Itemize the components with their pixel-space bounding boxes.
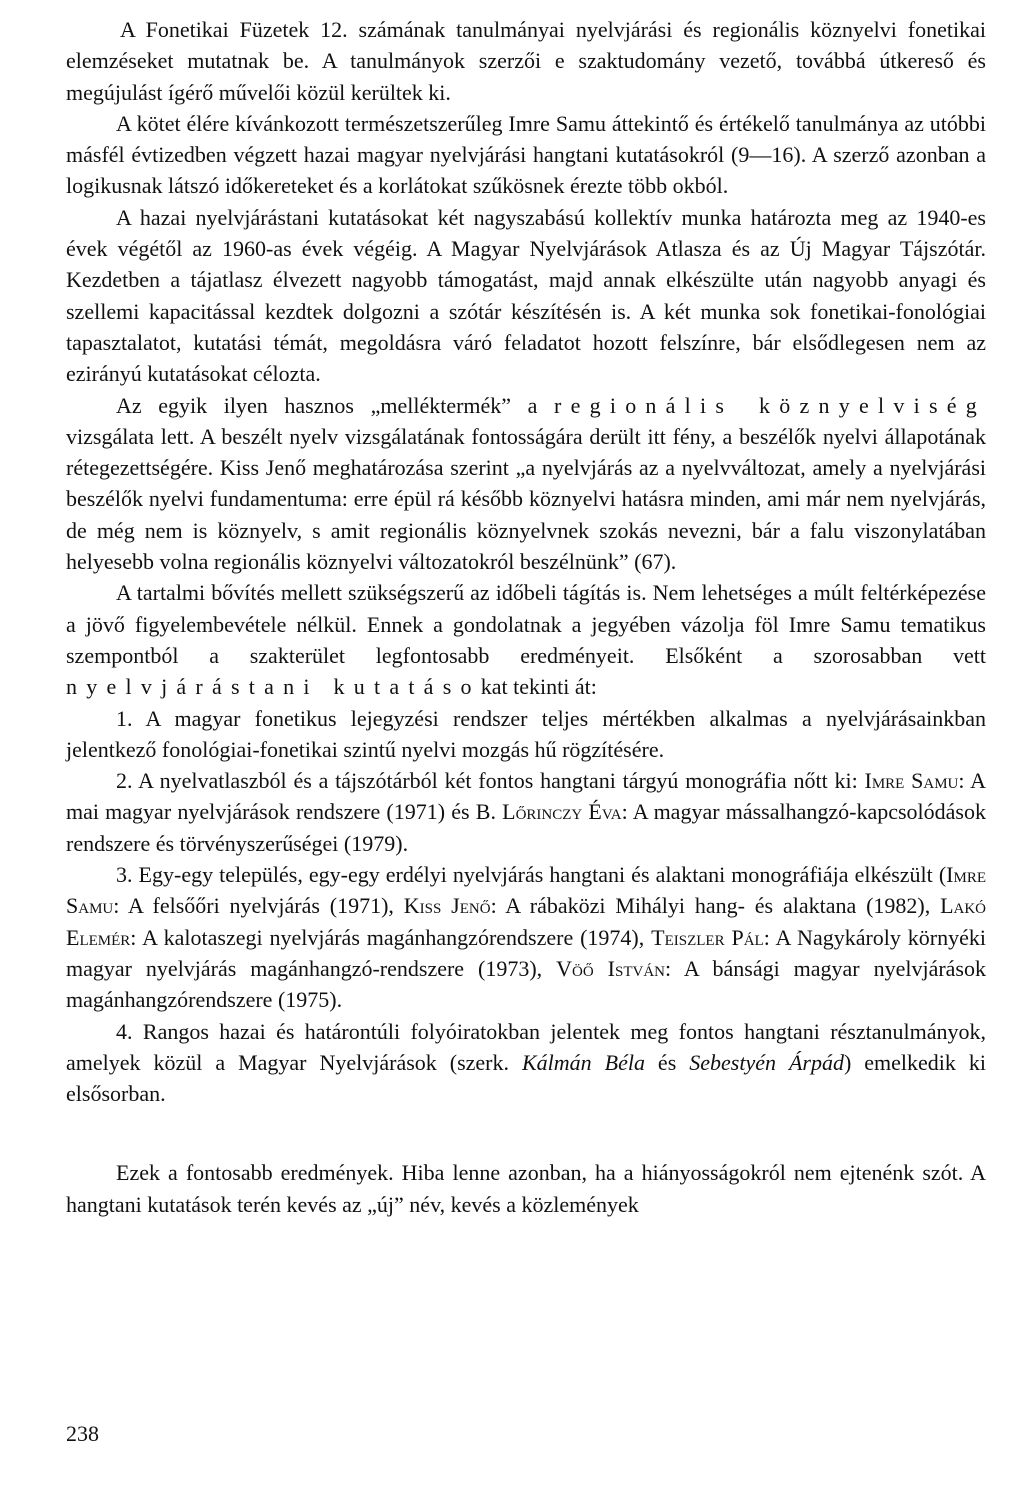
page-number: 238 xyxy=(66,1421,99,1446)
text-run: : A bánsági magyar nyelvjárások magánhangzórendszere (1975). xyxy=(66,955,986,1013)
section-gap xyxy=(66,1109,986,1157)
text-run: kat tekinti át: xyxy=(480,674,597,700)
list-item-1: 1. A magyar fonetikus lejegyzési rendszer teljes mértékben alkalmas a nyelvjárásainkban jelentkező fonológiai-fonetikai szintű nyelvi mozgás hű rögzítésére. xyxy=(66,705,986,762)
paragraph-regional-standard xyxy=(66,390,986,578)
spaced-term: regionális köznyelviség xyxy=(554,392,986,418)
author-name: Teiszler Pál xyxy=(651,924,764,950)
author-name: Vöő István xyxy=(556,955,665,981)
list-item-3 xyxy=(66,859,986,1015)
text-run: 2. A nyelvatlaszból és a tájszótárból két fontos hangtani tárgyú monográfia nőtt ki: xyxy=(116,768,865,794)
text-run: és xyxy=(644,1049,690,1075)
author-name: Imre Samu xyxy=(864,768,959,794)
text-run: A tartalmi bővítés mellett szükségszerű az időbeli tágítás is. Nem lehetséges a múlt feltérképezése a jövő figyelembevétele nélkül. Ennek a gondolatnak a jegyében vázolja föl Imre Samu tematikus szempontból a szakterület legfontosabb eredményeit. Elsőként a szorosabban vett xyxy=(66,580,986,668)
text-run: : A rábaközi Mihályi hang- és alaktana (1982), xyxy=(490,893,941,919)
list-item-2 xyxy=(66,765,986,859)
list-item-4 xyxy=(66,1016,986,1110)
text-run: : A mai magyar nyelvjárások rendszere (1971) és B. xyxy=(66,768,986,825)
editor-name: Sebestyén Árpád xyxy=(689,1049,844,1075)
text-run: vizsgálata lett. A beszélt nyelv vizsgálatának fontosságára derült itt fény, a beszélők nyelvi állapotának rétegezettségére. Kiss Jenő meghatározása szerint „a nyelvjárás az a nyelvváltozat, amely a nyelvjárási beszélők nyelvi fundamentuma: erre épül rá később köznyelvi hatásra minden, ami már nem nyelvjárás, de még nem is köznyelv, s amit regionális köznyelvnek szokás nevezni, bár a falu viszonylatában helyesebb volna regionális köznyelvi változatokról beszélnünk” (67). xyxy=(66,423,986,575)
author-name: Kiss Jenő xyxy=(403,893,491,919)
paragraph-imre-samu-study: A kötet élére kívánkozott természetszerűleg Imre Samu áttekintő és értékelő tanulmánya az utóbbi másfél évtizedben végzett hazai magyar nyelvjárási hangtani kutatásokról (9—16). A szerző azonban a logikusnak látszó időkereteket és a korlátokat szűkösnek érezte több okból. xyxy=(66,110,986,199)
text-run: Az egyik ilyen hasznos „melléktermék” a xyxy=(116,392,555,418)
text-run: : A Nagykároly környéki magyar nyelvjárás magánhangzó-rendszere (1973), xyxy=(66,924,986,981)
author-name: Lakó Elemér xyxy=(66,893,986,950)
paragraph-collective-works: A hazai nyelvjárástani kutatásokat két nagyszabású kollektív munka határozta meg az 1940-es évek végétől az 1960-as évek végéig. A Magyar Nyelvjárások Atlasza és az Új Magyar Tájszótár. Kezdetben a tájatlasz élvezett nagyobb támogatást, majd annak elkészülte után nagyobb anyagi és szellemi kapacitással kezdtek dolgozni a szótár készítésén is. A két munka sok fonetikai-fonológiai tapasztalatot, kutatási témát, megoldásra váró feladatot hozott felszínre, bár elsődlegesen nem az ezirányú kutatásokat célozta. xyxy=(66,204,986,387)
text-run: ) emelkedik ki elsősorban. xyxy=(66,1049,986,1107)
text-run: 3. Egy-egy település, egy-egy erdélyi nyelvjárás hangtani és alaktani monográfiája elkészült ( xyxy=(116,862,947,888)
spaced-term: nyelvjárástani kutatáso xyxy=(66,674,481,700)
text-run: 4. Rangos hazai és határontúli folyóiratokban jelentek meg fontos hangtani résztanulmányok, amelyek közül a Magyar Nyelvjárások (szerk. xyxy=(66,1018,986,1075)
author-name: Lőrinczy Éva xyxy=(502,799,622,825)
text-run: : A kalotaszegi nyelvjárás magánhangzórendszere (1974), xyxy=(130,924,652,950)
paragraph-intro: A Fonetikai Füzetek 12. számának tanulmányai nyelvjárási és regionális köznyelvi fonetikai elemzéseket mutatnak be. A tanulmányok szerzői e szaktudomány vezető, továbbá útkereső és megújulást ígérő művelői közül kerültek ki. xyxy=(66,17,986,105)
editor-name: Kálmán Béla xyxy=(521,1049,645,1075)
author-name: Imre Samu xyxy=(66,862,986,919)
text-run: : A magyar mássalhangzó-kapcsolódások rendszere és törvényszerűségei (1979). xyxy=(66,799,986,856)
paragraph-conclusion: Ezek a fontosabb eredmények. Hiba lenne azonban, ha a hiányosságokról nem ejtenénk szót. A hangtani kutatások terén kevés az „új” név, kevés a közlemények xyxy=(66,1160,986,1217)
page-body xyxy=(66,14,986,1220)
text-run: : A felsőőri nyelvjárás (1971), xyxy=(113,893,404,919)
paragraph-temporal-expansion xyxy=(66,577,986,702)
